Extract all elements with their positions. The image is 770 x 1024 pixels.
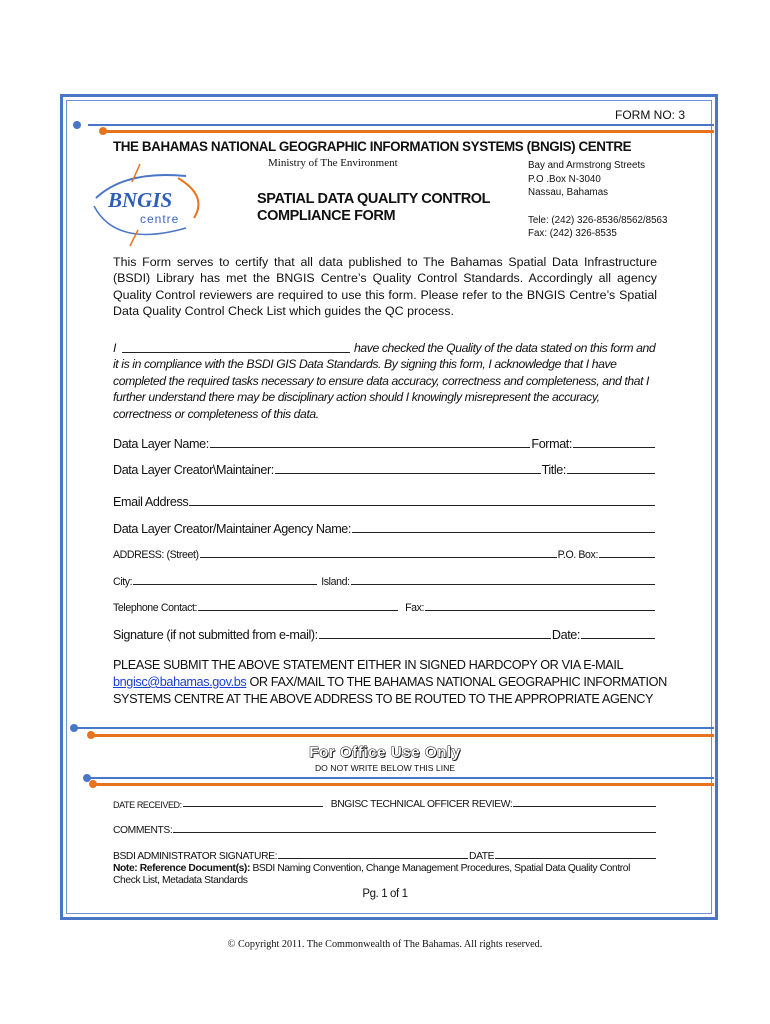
form-number: FORM NO: 3 xyxy=(615,108,686,122)
certification-statement xyxy=(113,340,659,422)
date-label: Date: xyxy=(551,628,580,642)
submit-line2: OR FAX/MAIL TO THE BAHAMAS NATIONAL GEOGRAPHIC INFORMATION xyxy=(246,675,667,689)
date-received-field[interactable] xyxy=(183,806,323,807)
comments-label: COMMENTS: xyxy=(113,825,173,836)
rule-dot xyxy=(87,731,95,739)
email-label: Email Address xyxy=(113,495,189,509)
form-title-line1: SPATIAL DATA QUALITY CONTROL xyxy=(257,191,491,207)
statement-line1: have checked the Quality of the data stated on this form and xyxy=(354,341,656,355)
city-label: City: xyxy=(113,576,133,588)
header-rule-blue xyxy=(88,124,714,126)
admin-date-field[interactable] xyxy=(495,858,656,859)
signature-label: Signature (if not submitted from e-mail): xyxy=(113,628,318,642)
creator-label: Data Layer Creator\Maintainer: xyxy=(113,463,274,477)
format-field[interactable] xyxy=(573,447,655,448)
note-label: Note: Reference Document(s): xyxy=(113,863,250,874)
data-layer-name-field[interactable] xyxy=(210,447,531,448)
centre-title: THE BAHAMAS NATIONAL GEOGRAPHIC INFORMATION SYSTEMS (BNGIS) CENTRE xyxy=(113,139,632,154)
page-number: Pg. 1 of 1 xyxy=(362,888,408,900)
logo-sub: centre xyxy=(140,212,180,226)
intro-paragraph: This Form serves to certify that all data published to The Bahamas Spatial Data Infrastructure (BSDI) Library has met the BNGIS Centre’s Quality Control Standards. Accordingly all agency Quality Control reviewers are required to use this form. Please refer to the BNGIS Centre’s Spatial Data Quality Control Check List which guides the QC process. xyxy=(113,255,657,318)
island-label: Island: xyxy=(321,576,350,588)
logo-name: BNGIS xyxy=(108,188,173,212)
officer-review-label: BNGISC TECHNICAL OFFICER REVIEW: xyxy=(330,799,513,810)
fax-field[interactable] xyxy=(425,610,655,611)
copyright: © Copyright 2011. The Commonwealth of The Bahamas. All rights reserved. xyxy=(227,939,543,950)
agency-field[interactable] xyxy=(352,532,655,533)
signature-field[interactable] xyxy=(319,638,551,639)
address-line1: Bay and Armstrong Streets xyxy=(528,160,646,171)
submit-instructions xyxy=(113,657,673,708)
submit-line3: SYSTEMS CENTRE AT THE ABOVE ADDRESS TO BE ROUTED TO THE APPROPRIATE AGENCY xyxy=(113,692,654,706)
submit-email-link[interactable]: bngisc@bahamas.gov.bs xyxy=(113,675,247,689)
telephone-label: Telephone Contact: xyxy=(113,602,198,614)
address-line2: P.O .Box N-3040 xyxy=(528,173,601,185)
format-label: Format: xyxy=(531,437,572,451)
ministry-name: Ministry of The Environment xyxy=(268,157,398,169)
agency-label: Data Layer Creator/Maintainer Agency Name: xyxy=(113,522,351,536)
island-field[interactable] xyxy=(351,584,655,585)
reviewer-name-field[interactable] xyxy=(122,352,350,353)
header-rule-orange xyxy=(106,130,714,133)
statement-prefix: I xyxy=(113,341,116,355)
data-layer-name-label: Data Layer Name: xyxy=(113,437,209,451)
telephone-number: Tele: (242) 326-8536/8562/8563 xyxy=(528,214,668,226)
note-text: BSDI Naming Convention, Change Management Procedures, Spatial Data Quality Control Check List, Metadata Standards xyxy=(113,863,631,886)
office-rule-blue-2 xyxy=(90,777,714,779)
address-line3: Nassau, Bahamas xyxy=(528,187,609,198)
office-rule-blue xyxy=(76,727,714,729)
office-fields xyxy=(113,796,657,887)
title-label: Title: xyxy=(541,463,566,477)
rule-dot xyxy=(73,121,81,129)
form-title-line2: COMPLIANCE FORM xyxy=(257,208,396,224)
office-rule-orange xyxy=(94,734,714,737)
office-rule-orange-2 xyxy=(96,783,714,786)
statement-body: it is in compliance with the BSDI GIS Data Standards. By signing this form, I acknowledge that I have completed the required tasks necessary to ensure data accuracy, correctness and completeness, and that I further understand there may be disciplinary action should I knowingly misrepresent the accuracy, correctness or completeness of this data. xyxy=(113,357,650,421)
po-box-field[interactable] xyxy=(599,557,655,558)
form-title xyxy=(257,191,490,225)
fax-number: Fax: (242) 326-8535 xyxy=(528,228,617,239)
admin-signature-label: BSDI ADMINISTRATOR SIGNATURE: xyxy=(113,851,278,862)
rule-dot xyxy=(89,780,97,788)
email-field[interactable] xyxy=(189,505,655,506)
bngis-logo xyxy=(86,162,226,252)
fax-label: Fax: xyxy=(405,602,425,614)
address-field[interactable] xyxy=(200,557,557,558)
reference-note xyxy=(113,863,657,887)
address-label: ADDRESS: (Street) xyxy=(113,549,199,561)
telephone-field[interactable] xyxy=(198,610,398,611)
city-field[interactable] xyxy=(133,584,317,585)
admin-signature-field[interactable] xyxy=(278,858,468,859)
admin-date-label: DATE xyxy=(469,851,495,862)
rule-dot xyxy=(99,127,107,135)
submit-line1: PLEASE SUBMIT THE ABOVE STATEMENT EITHER IN SIGNED HARDCOPY OR VIA E-MAIL xyxy=(113,658,624,672)
officer-review-field[interactable] xyxy=(513,806,656,807)
address-block xyxy=(528,159,667,241)
po-box-label: P.O. Box: xyxy=(557,549,598,561)
rule-dot xyxy=(70,724,78,732)
comments-field[interactable] xyxy=(173,832,656,833)
date-received-label: DATE RECEIVED: xyxy=(113,800,182,810)
fields-block xyxy=(113,433,656,642)
office-use-subtitle: DO NOT WRITE BELOW THIS LINE xyxy=(314,763,456,773)
creator-field[interactable] xyxy=(275,473,541,474)
office-use-title: For Office Use Only xyxy=(309,744,461,761)
title-field[interactable] xyxy=(567,473,655,474)
date-field[interactable] xyxy=(581,638,655,639)
